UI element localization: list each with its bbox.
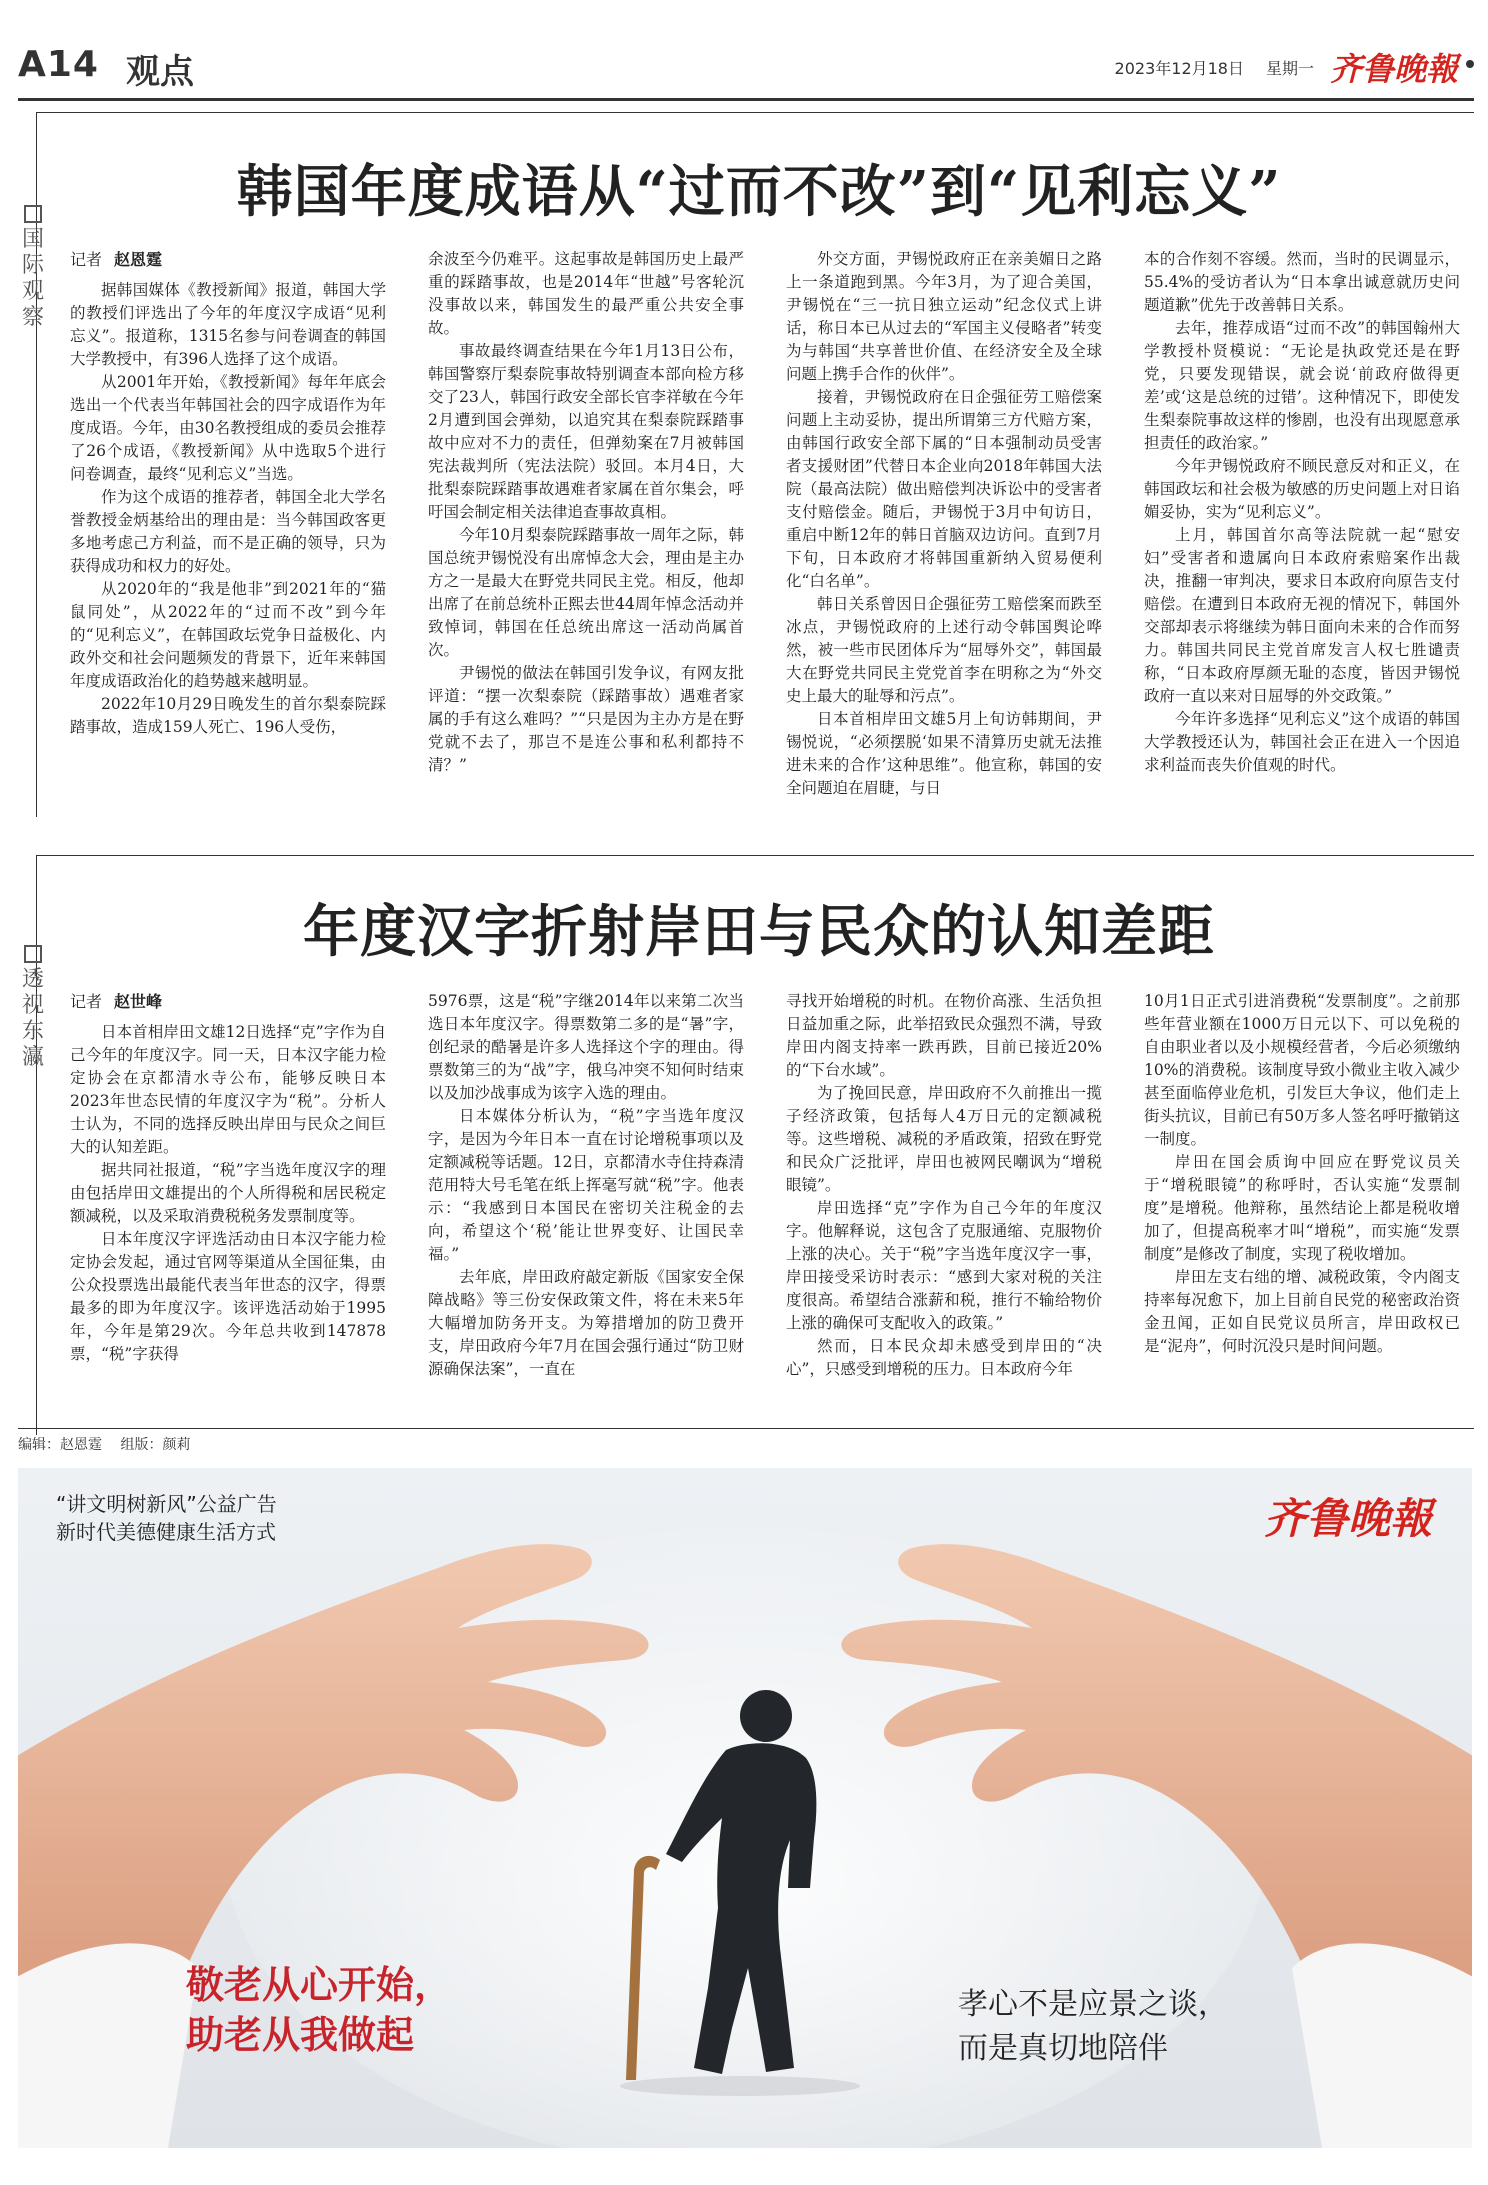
paragraph: 今年10月梨泰院踩踏事故一周年之际，韩国总统尹锡悦没有出席悼念大会，理由是主办方之一是最大在野党共同民主党。相反，他却出席了在前总统朴正熙去世44周年悼念活动并致悼词，韩国在任总统出席这一活动尚属首次。 bbox=[428, 526, 744, 659]
paragraph: 从2020年的“我是他非”到2021年的“猫鼠同处”，从2022年的“过而不改”到今年的“见利忘义”，在韩国政坛党争日益极化、内政外交和社会问题频发的背景下，近年来韩国年度成语政治化的趋势越来越明显。 bbox=[70, 580, 386, 690]
editor-label: 编辑： bbox=[18, 1437, 60, 1453]
article-2-column-3 bbox=[786, 990, 1102, 1415]
article-1-column-1 bbox=[70, 248, 386, 808]
page-number: A14 bbox=[18, 44, 99, 85]
paragraph: 事故最终调查结果在今年1月13日公布，韩国警察厅梨泰院事故特别调查本部向检方移交了23人，韩国行政安全部长官李祥敏在今年2月遭到国会弹劾，以追究其在梨泰院踩踏事故中应对不力的责任，但弹劾案在7月被韩国宪法裁判所（宪法法院）驳回。本月4日，大批梨泰院踩踏事故遇难者家属在首尔集会，呼吁国会制定相关法律追查事故真相。 bbox=[428, 342, 744, 521]
byline-name: 赵世峰 bbox=[114, 992, 163, 1011]
header-rule bbox=[18, 98, 1474, 101]
ad-campaign-title: “讲文明树新风”公益广告 bbox=[56, 1492, 277, 1516]
ad-slogan-red bbox=[186, 1960, 452, 2060]
footer-rule bbox=[18, 1428, 1474, 1429]
paragraph: 岸田在国会质询中回应在野党议员关于“增税眼镜”的称呼时，否认实施“发票制度”是增税。他辩称，虽然结论上都是税收增加了，但提高税率才叫“增税”，而实施“发票制度”是修改了制度，实现了税收增加。 bbox=[1144, 1153, 1460, 1263]
paragraph: 岸田选择“克”字作为自己今年的年度汉字。他解释说，这包含了克服通缩、克服物价上涨的决心。关于“税”字当选年度汉字一事，岸田接受采访时表示：“感到大家对税的关注度很高。希望结合涨薪和税，推行不输给物价上涨的确保可支配收入的政策。” bbox=[786, 1199, 1102, 1332]
byline-label: 记者 bbox=[70, 992, 103, 1011]
page-header bbox=[18, 40, 1474, 96]
byline bbox=[70, 990, 386, 1013]
ad-masthead-logo: 齐鲁晚報 bbox=[1263, 1494, 1432, 1543]
article-1-body bbox=[70, 248, 1470, 808]
paragraph: 据韩国媒体《教授新闻》报道，韩国大学的教授们评选出了今年的年度汉字成语“见利忘义”。报道称，1315名参与问卷调查的韩国大学教授中，有396人选择了这个成语。 bbox=[70, 281, 386, 368]
paragraph: 日本首相岸田文雄12日选择“克”字作为自己今年的年度汉字。同一天，日本汉字能力检定协会在京都清水寺公布，能够反映日本2023年世态民情的年度汉字为“税”。分析人士认为，不同的选择反映出岸田与民众之间巨大的认知差距。 bbox=[70, 1023, 386, 1156]
slogan-line: 敬老从心开始， bbox=[186, 1963, 453, 2007]
byline-name: 赵恩霆 bbox=[114, 250, 163, 269]
column-tag-box-icon bbox=[24, 205, 42, 223]
paragraph: 尹锡悦的做法在韩国引发争议，有网友批评道：“摆一次梨泰院（踩踏事故）遇难者家属的手有这么难吗？”“只是因为主办方是在野党就不去了，那岂不是连公事和私利都持不清？” bbox=[428, 664, 744, 774]
column-tag-char: 透 bbox=[21, 967, 44, 992]
paragraph: 去年底，岸田政府敲定新版《国家安全保障战略》等三份安保政策文件，将在未来5年大幅增加防务开支。为筹措增加的防卫费开支，岸田政府今年7月在国会强行通过“防卫财源确保法案”，一直在 bbox=[428, 1268, 744, 1378]
paragraph: 接着，尹锡悦政府在日企强征劳工赔偿案问题上主动妥协，提出所谓第三方代赔方案，由韩国行政安全部下属的“日本强制动员受害者支援财团”代替日本企业向2018年韩国大法院（最高法院）做出赔偿判决诉讼中的受害者支付赔偿金。随后，尹锡悦于3月中旬访日，重启中断12年的韩日首脑双边访问。直到7月下旬，日本政府才将韩国重新纳入贸易便利化“白名单”。 bbox=[786, 388, 1102, 590]
paragraph: 5976票，这是“税”字继2014年以来第二次当选日本年度汉字。得票数第二多的是“暑”字，创纪录的酷暑是许多人选择这个字的理由。得票数第三的为“战”字，俄乌冲突不知何时结束以及加沙战事成为该字入选的理由。 bbox=[428, 992, 744, 1102]
paragraph: 今年尹锡悦政府不顾民意反对和正义，在韩国政坛和社会极为敏感的历史问题上对日谄媚妥协，实为“见利忘义”。 bbox=[1144, 457, 1460, 521]
article-2-column-2 bbox=[428, 990, 744, 1415]
byline-label: 记者 bbox=[70, 250, 103, 269]
article-1-column-3 bbox=[786, 248, 1102, 808]
column-tag-japan bbox=[18, 945, 48, 1071]
paragraph: 从2001年开始，《教授新闻》每年年底会选出一个代表当年韩国社会的四字成语作为年度成语。今年，由30名教授组成的委员会推荐了26个成语，《教授新闻》从中选取5个进行问卷调查，最终“见利忘义”当选。 bbox=[70, 373, 386, 483]
column-tag-international bbox=[18, 205, 48, 331]
article-2-headline: 年度汉字折射岸田与民众的认知差距 bbox=[303, 899, 1215, 965]
column-tag-char: 际 bbox=[21, 253, 44, 278]
article-2-body bbox=[70, 990, 1470, 1415]
paragraph: 10月1日正式引进消费税“发票制度”。之前那些年营业额在1000万日元以下、可以免税的自由职业者以及小规模经营者，今后必须缴纳10%的消费税。该制度导致小微业主收入减少甚至面临停业危机，引发巨大争议，他们走上街头抗议，目前已有50万多人签名呼吁撤销这一制度。 bbox=[1144, 992, 1460, 1148]
bullet-dot bbox=[1466, 60, 1474, 68]
article-1-headline: 韩国年度成语从“过而不改”到“见利忘义” bbox=[236, 159, 1282, 225]
column-tag-char: 国 bbox=[21, 227, 44, 252]
paragraph: 日本首相岸田文雄5月上旬访韩期间，尹锡悦说，“必须摆脱‘如果不清算历史就无法推进未来的合作’这种思维”。他宣称，韩国的安全问题迫在眉睫，与日 bbox=[786, 710, 1102, 797]
paragraph: 日本媒体分析认为，“税”字当选年度汉字，是因为今年日本一直在讨论增税事项以及定额减税等话题。12日，京都清水寺住持森清范用特大号毛笔在纸上挥毫写就“税”字。他表示：“我感到日本国民在密切关注税金的去向，希望这个‘税’能让世界变好、让国民幸福。” bbox=[428, 1107, 744, 1263]
layout-label: 组版： bbox=[120, 1437, 163, 1453]
slogan-line: 而是真切地陪伴 bbox=[958, 2031, 1168, 2066]
editor-credit bbox=[18, 1434, 190, 1454]
paragraph: 作为这个成语的推荐者，韩国全北大学名誉教授金炳基给出的理由是：当今韩国政客更多地考虑己方利益，而不是正确的领导，只为获得成功和权力的好处。 bbox=[70, 488, 386, 575]
article-1-column-2 bbox=[428, 248, 744, 808]
article-1-column-4 bbox=[1144, 248, 1460, 808]
issue-weekday: 星期一 bbox=[1265, 59, 1314, 78]
public-service-ad bbox=[18, 1468, 1472, 2148]
paragraph: 去年，推荐成语“过而不改”的韩国翰州大学教授朴贤模说：“无论是执政党还是在野党，只要发现错误，就会说‘前政府做得更差’或‘这是总统的过错’。这种情况下，即使发生梨泰院事故这样的惨剧，也没有出现愿意承担责任的政治家。” bbox=[1144, 319, 1460, 452]
article-2-column-1 bbox=[70, 990, 386, 1415]
slogan-line: 孝心不是应景之谈， bbox=[958, 1987, 1228, 2022]
column-tag-char: 东 bbox=[21, 1019, 44, 1044]
paragraph: 今年许多选择“见利忘义”这个成语的韩国大学教授还认为，韩国社会正在进入一个因追求利益而丧失价值观的时代。 bbox=[1144, 710, 1460, 774]
column-tag-char: 观 bbox=[21, 279, 44, 304]
paragraph: 寻找开始增税的时机。在物价高涨、生活负担日益加重之际，此举招致民众强烈不满，导致岸田内阁支持率一跌再跌，目前已接近20%的“下台水域”。 bbox=[786, 992, 1102, 1079]
column-tag-char: 视 bbox=[21, 993, 44, 1018]
column-tag-box-icon bbox=[24, 945, 42, 963]
issue-date: 2023年12月18日 bbox=[1114, 59, 1244, 78]
paragraph: 日本年度汉字评选活动由日本汉字能力检定协会发起，通过官网等渠道从全国征集，由公众投票选出最能代表当年世态的汉字，得票最多的即为年度汉字。该评选活动始于1995年，今年是第29次。今年总共收到147878票，“税”字获得 bbox=[70, 1230, 386, 1363]
masthead-logo: 齐鲁晚報 bbox=[1329, 50, 1458, 88]
article-2-column-4 bbox=[1144, 990, 1460, 1415]
paragraph: 为了挽回民意，岸田政府不久前推出一揽子经济政策，包括每人4万日元的定额减税等。这些增税、减税的矛盾政策，招致在野党和民众广泛批评，岸田也被网民嘲讽为“增税眼镜”。 bbox=[786, 1084, 1102, 1194]
paragraph: 外交方面，尹锡悦政府正在亲美媚日之路上一条道跑到黑。今年3月，为了迎合美国，尹锡悦在“三一抗日独立运动”纪念仪式上讲话，称日本已从过去的“军国主义侵略者”转变为与韩国“共享普世价值、在经济安全及全球问题上携手合作的伙伴”。 bbox=[786, 250, 1102, 383]
slogan-line: 助老从我做起 bbox=[186, 2013, 415, 2057]
column-tag-char: 瀛 bbox=[21, 1045, 44, 1070]
ad-campaign-subtitle: 新时代美德健康生活方式 bbox=[56, 1520, 276, 1544]
editor-name: 赵恩霆 bbox=[60, 1437, 102, 1453]
paragraph: 据共同社报道，“税”字当选年度汉字的理由包括岸田文雄提出的个人所得税和居民税定额减税，以及采取消费税税务发票制度等。 bbox=[70, 1161, 386, 1225]
ad-slogan-dark bbox=[958, 1983, 1228, 2071]
paragraph: 韩日关系曾因日企强征劳工赔偿案而跌至冰点，尹锡悦政府的上述行动令韩国舆论哗然，被一些市民团体斥为“屈辱外交”，韩国最大在野党共同民主党党首李在明称之为“外交史上最大的耻辱和污点”。 bbox=[786, 595, 1102, 705]
paragraph: 上月，韩国首尔高等法院就一起“慰安妇”受害者和遗属向日本政府索赔案作出裁决，推翻一审判决，要求日本政府向原告支付赔偿。在遭到日本政府无视的情况下，韩国外交部却表示将继续为韩日面向未来的合作而努力。韩国共同民主党首席发言人权七胜谴责称，“日本政府厚颜无耻的态度，皆因尹锡悦政府一直以来对日屈辱的外交政策。” bbox=[1144, 526, 1460, 705]
paragraph: 然而，日本民众却未感受到岸田的“决心”，只感受到增税的压力。日本政府今年 bbox=[786, 1337, 1102, 1378]
paragraph: 岸田左支右绌的增、减税政策，令内阁支持率每况愈下，加上目前自民党的秘密政治资金丑闻，正如自民党议员所言，岸田政权已是“泥舟”，何时沉没只是时间问题。 bbox=[1144, 1268, 1460, 1355]
paragraph: 本的合作刻不容缓。然而，当时的民调显示，55.4%的受访者认为“日本拿出诚意就历史问题道歉”优先于改善韩日关系。 bbox=[1144, 250, 1460, 314]
paragraph: 余波至今仍难平。这起事故是韩国历史上最严重的踩踏事故，也是2014年“世越”号客轮沉没事故以来，韩国发生的最严重公共安全事故。 bbox=[428, 250, 744, 337]
layout-name: 颜莉 bbox=[162, 1437, 191, 1453]
section-name: 观点 bbox=[126, 52, 194, 92]
paragraph: 2022年10月29日晚发生的首尔梨泰院踩踏事故，造成159人死亡、196人受伤， bbox=[70, 695, 386, 736]
column-tag-char: 察 bbox=[21, 305, 44, 330]
byline bbox=[70, 248, 386, 271]
